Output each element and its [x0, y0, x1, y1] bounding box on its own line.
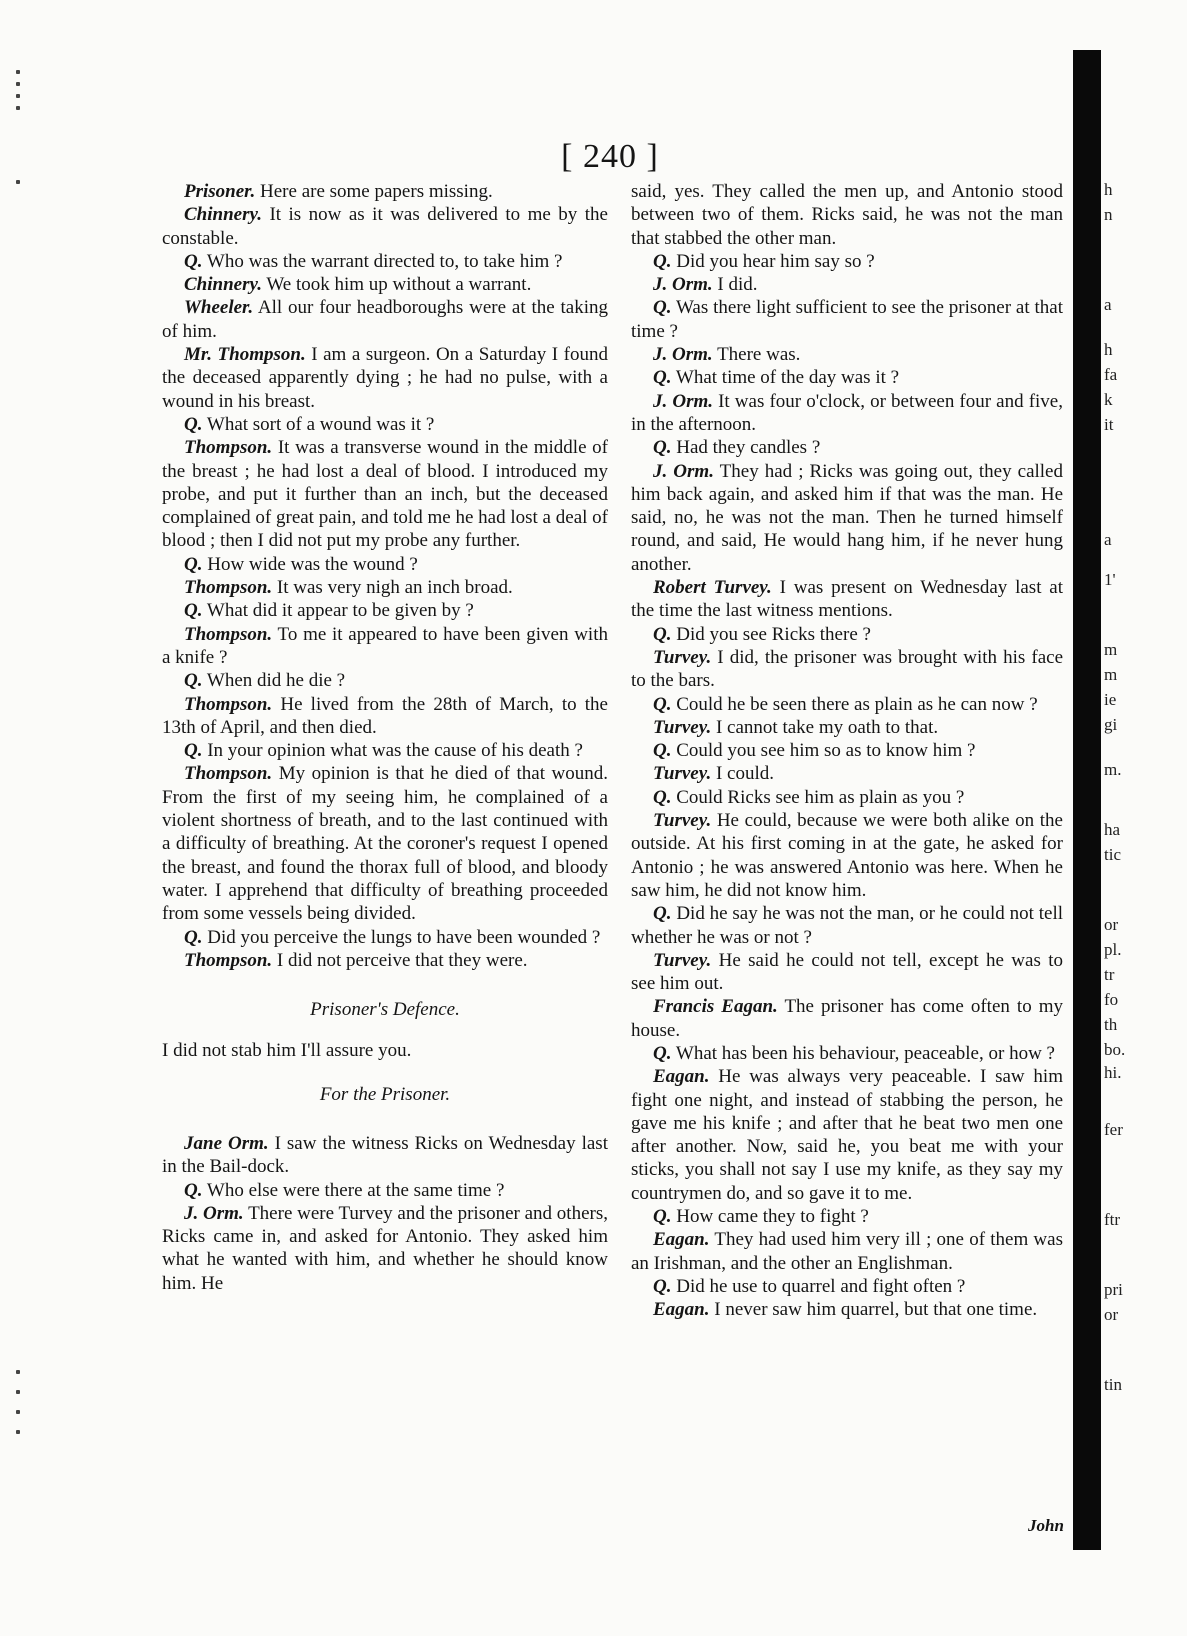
- testimony-paragraph: [631, 786, 1063, 809]
- testimony-text: It is now as it was delivered to me by the constable.: [162, 204, 608, 249]
- testimony-paragraph: [631, 716, 1063, 739]
- testimony-text: How wide was the wound ?: [202, 553, 418, 575]
- testimony-text: I did, the prisoner was brought with his face to the bars.: [631, 646, 1063, 692]
- next-page-fragment: m: [1104, 640, 1118, 659]
- speaker-name: Prisoner.: [184, 181, 256, 202]
- testimony-text: Was there light sufficient to see the prisoner at that time ?: [631, 297, 1063, 342]
- speaker-name: Q.: [653, 693, 672, 715]
- next-page-fragment: or: [1104, 1305, 1119, 1324]
- testimony-text: It was very nigh an inch broad.: [272, 577, 513, 599]
- testimony-paragraph: [162, 739, 608, 762]
- next-page-fragment: a: [1104, 530, 1112, 549]
- speaker-name: J. Orm.: [653, 344, 713, 366]
- testimony-paragraph: [162, 1132, 608, 1179]
- testimony-text: I did not perceive that they were.: [272, 949, 528, 971]
- testimony-text: said, yes. They called the men up, and Antonio stood between two of them. Ricks said, he was not the man that stabbed the other man.: [631, 181, 1063, 249]
- speaker-name: Turvey.: [653, 949, 712, 971]
- testimony-paragraph: [162, 599, 608, 622]
- testimony-paragraph: [631, 180, 1063, 250]
- testimony-text: In your opinion what was the cause of his death ?: [202, 740, 583, 762]
- testimony-text: They had ; Ricks was going out, they called him back again, and asked him if that was the man. He said, no, he was not the man. Then he turned himself round, and said, He would hang him, if he never hung another.: [631, 460, 1063, 575]
- next-page-fragment: bo.: [1104, 1040, 1126, 1059]
- next-page-fragment: m: [1104, 665, 1118, 684]
- testimony-paragraph: [631, 809, 1063, 902]
- testimony-text: He could, because we were both alike on the outside. At his first coming in at the gate, he asked for Antonio ; he was answered Antonio was here. When he saw him, he did not know him.: [631, 810, 1063, 901]
- speaker-name: Q.: [184, 740, 203, 762]
- speaker-name: Q.: [653, 367, 672, 389]
- testimony-paragraph: [631, 693, 1063, 716]
- testimony-text: When did he die ?: [202, 670, 346, 692]
- testimony-paragraph: [162, 693, 608, 740]
- testimony-text: Did he say he was not the man, or he could not tell whether he was or not ?: [631, 903, 1063, 948]
- testimony-paragraph: [162, 623, 608, 670]
- testimony-paragraph: [162, 576, 608, 599]
- testimony-paragraph: [162, 926, 608, 949]
- testimony-text: Did you hear him say so ?: [671, 250, 875, 272]
- next-page-fragment: tic: [1104, 845, 1121, 864]
- testimony-paragraph: [162, 273, 608, 296]
- testimony-paragraph: [162, 250, 608, 273]
- next-page-fragment: a: [1104, 295, 1112, 314]
- speaker-name: Mr. Thompson.: [184, 344, 306, 366]
- next-page-fragment: pri: [1104, 1280, 1123, 1299]
- speaker-name: Thompson.: [184, 763, 273, 785]
- testimony-paragraph: [162, 413, 608, 436]
- next-page-fragment: ie: [1104, 690, 1117, 709]
- speaker-name: Eagan.: [653, 1299, 710, 1321]
- testimony-text: Could Ricks see him as plain as you ?: [671, 786, 965, 808]
- testimony-paragraph: [631, 343, 1063, 366]
- defence-heading: Prisoner's Defence.: [310, 999, 460, 1021]
- for-prisoner-heading: For the Prisoner.: [319, 1083, 451, 1105]
- testimony-paragraph: [631, 1228, 1063, 1275]
- testimony-text: It was a transverse wound in the middle of the breast ; he had lost a deal of blood. I introduced my probe, and put it further than an inch, but the deceased complained of great pain, and told me he had lost a deal of blood ; then I did not put my probe any further.: [162, 437, 608, 552]
- testimony-paragraph: [631, 762, 1063, 785]
- testimony-paragraph: [631, 623, 1063, 646]
- right-column: [631, 180, 1063, 1322]
- testimony-text: Did you perceive the lungs to have been wounded ?: [202, 926, 601, 948]
- speaker-name: Q.: [653, 623, 672, 645]
- testimony-paragraph: [162, 762, 608, 925]
- speaker-name: J. Orm.: [653, 390, 713, 412]
- testimony-paragraph: [162, 180, 608, 203]
- speaker-name: Thompson.: [184, 623, 273, 645]
- catchword: John: [1028, 1516, 1064, 1535]
- speaker-name: Turvey.: [653, 810, 712, 832]
- next-page-fragment: th: [1104, 1015, 1118, 1034]
- next-page-fragment: ha: [1104, 820, 1121, 839]
- testimony-paragraph: [631, 1042, 1063, 1065]
- speaker-name: Q.: [653, 437, 672, 459]
- next-page-fragment: hi.: [1104, 1063, 1122, 1082]
- next-page-fragment: 1': [1104, 570, 1116, 589]
- next-page-fragment: fer: [1104, 1120, 1123, 1139]
- testimony-text: Who was the warrant directed to, to take him ?: [202, 250, 563, 272]
- testimony-text: I did.: [712, 274, 758, 296]
- next-page-edge: [1104, 170, 1187, 1570]
- testimony-text: Had they candles ?: [671, 437, 821, 459]
- left-column: [162, 180, 608, 1295]
- testimony-paragraph: [162, 553, 608, 576]
- testimony-text: He said he could not tell, except he was to see him out.: [631, 949, 1063, 995]
- next-page-fragment: h: [1104, 180, 1113, 199]
- speaker-name: Jane Orm.: [184, 1132, 269, 1154]
- testimony-paragraph: [631, 273, 1063, 296]
- testimony-text: They had used him very ill ; one of them was an Irishman, and the other an Englishman.: [631, 1229, 1063, 1274]
- testimony-text: All our four headboroughs were at the taking of him.: [162, 297, 608, 342]
- next-page-fragment: fa: [1104, 365, 1118, 384]
- speaker-name: Chinnery.: [184, 274, 262, 296]
- testimony-text: I never saw him quarrel, but that one time.: [709, 1299, 1038, 1321]
- speaker-name: Q.: [184, 553, 203, 575]
- testimony-text: What has been his behaviour, peaceable, or how ?: [671, 1042, 1055, 1064]
- page-number: [ 240 ]: [561, 138, 659, 175]
- next-page-fragment: ftr: [1104, 1210, 1121, 1229]
- speaker-name: Thompson.: [184, 577, 273, 599]
- testimony-text: What did it appear to be given by ?: [202, 600, 474, 622]
- testimony-text: He was always very peaceable. I saw him fight one night, and instead of stabbing the person, he gave me his knife ; and after that he beat two men one after another. Now, said he, you beat me with your sticks, you shall not say I use my knife, as they say my countrymen do, and so gave it to me.: [631, 1066, 1063, 1204]
- next-page-fragment: pl.: [1104, 940, 1122, 959]
- testimony-paragraph: [631, 949, 1063, 996]
- testimony-paragraph: [162, 203, 608, 250]
- speaker-name: J. Orm.: [653, 274, 713, 296]
- speaker-name: Robert Turvey.: [653, 577, 772, 599]
- speaker-name: Q.: [653, 903, 672, 925]
- speaker-name: Q.: [184, 600, 203, 622]
- testimony-text: I could.: [711, 763, 775, 785]
- speaker-name: Eagan.: [653, 1229, 710, 1251]
- testimony-text: We took him up without a warrant.: [261, 274, 532, 296]
- testimony-text: Could he be seen there as plain as he can now ?: [671, 693, 1038, 715]
- testimony-paragraph: [631, 902, 1063, 949]
- testimony-paragraph: [631, 366, 1063, 389]
- next-page-fragment: h: [1104, 340, 1113, 359]
- next-page-fragment: m.: [1104, 760, 1122, 779]
- testimony-paragraph: [162, 343, 608, 413]
- testimony-text: There was.: [712, 344, 801, 366]
- speaker-name: Chinnery.: [184, 204, 262, 226]
- speaker-name: Q.: [653, 740, 672, 762]
- speaker-name: J. Orm.: [653, 460, 714, 482]
- testimony-text: What sort of a wound was it ?: [202, 413, 435, 435]
- next-page-fragment: tin: [1104, 1375, 1122, 1394]
- speaker-name: Q.: [184, 670, 203, 692]
- testimony-text: The prisoner has come often to my house.: [631, 996, 1063, 1041]
- speaker-name: Q.: [184, 926, 203, 948]
- speaker-name: Thompson.: [184, 949, 273, 971]
- testimony-paragraph: [631, 646, 1063, 693]
- page-edge-marks: [12, 60, 26, 1460]
- testimony-paragraph: [162, 296, 608, 343]
- testimony-paragraph: [631, 1298, 1063, 1321]
- speaker-name: Q.: [653, 297, 672, 319]
- speaker-name: Q.: [653, 1042, 672, 1064]
- testimony-text: Did you see Ricks there ?: [671, 623, 871, 645]
- defence-statement: I did not stab him I'll assure you.: [162, 1040, 412, 1062]
- testimony-paragraph: [631, 739, 1063, 762]
- speaker-name: Thompson.: [184, 437, 273, 459]
- speaker-name: Q.: [653, 250, 672, 272]
- speaker-name: Turvey.: [653, 716, 712, 738]
- next-page-fragment: it: [1104, 415, 1114, 434]
- speaker-name: Q.: [653, 1275, 672, 1297]
- testimony-paragraph: [162, 436, 608, 552]
- testimony-text: There were Turvey and the prisoner and others, Ricks came in, and asked for Antonio. They asked him what he wanted with him, and whether he should know him. He: [162, 1202, 608, 1294]
- testimony-text: How came they to fight ?: [671, 1206, 869, 1228]
- speaker-name: Turvey.: [653, 763, 712, 785]
- speaker-name: Q.: [653, 786, 672, 808]
- book-spine-shadow: [1073, 50, 1101, 1550]
- testimony-text: What time of the day was it ?: [671, 367, 900, 389]
- testimony-paragraph: [631, 390, 1063, 437]
- testimony-paragraph: [631, 576, 1063, 623]
- testimony-paragraph: [162, 949, 608, 972]
- testimony-paragraph: [631, 436, 1063, 459]
- speaker-name: J. Orm.: [184, 1202, 244, 1224]
- testimony-text: To me it appeared to have been given with a knife ?: [162, 623, 608, 668]
- testimony-paragraph: [162, 1202, 608, 1295]
- testimony-paragraph: [631, 1205, 1063, 1228]
- testimony-text: Here are some papers missing.: [255, 181, 493, 202]
- testimony-text: I am a surgeon. On a Saturday I found the deceased apparently dying ; he had no pulse, with a wound in his breast.: [162, 344, 608, 412]
- next-page-fragment: k: [1104, 390, 1113, 409]
- next-page-fragment: n: [1104, 205, 1113, 224]
- testimony-text: I was present on Wednesday last at the time the last witness mentions.: [631, 577, 1063, 622]
- speaker-name: Turvey.: [653, 646, 712, 668]
- next-page-fragment: tr: [1104, 965, 1115, 984]
- testimony-text: Could you see him so as to know him ?: [671, 740, 976, 762]
- testimony-paragraph: [631, 995, 1063, 1042]
- testimony-paragraph: [631, 1275, 1063, 1298]
- testimony-text: He lived from the 28th of March, to the 13th of April, and then died.: [162, 693, 608, 738]
- testimony-paragraph: [631, 250, 1063, 273]
- next-page-fragment: or: [1104, 915, 1119, 934]
- testimony-text: Who else were there at the same time ?: [202, 1179, 505, 1201]
- testimony-paragraph: [631, 1065, 1063, 1205]
- testimony-text: My opinion is that he died of that wound. From the first of my seeing him, he complained of a violent shortness of breath, and to the last continued with a difficulty of breathing. At the coroner's request I opened the breast, and found the thorax full of blood, and bloody water. I apprehend that difficulty of breathing proceeded from some vessels being divided.: [162, 763, 608, 925]
- next-page-fragment: gi: [1104, 715, 1118, 734]
- speaker-name: Eagan.: [653, 1066, 710, 1088]
- speaker-name: Thompson.: [184, 693, 273, 715]
- testimony-paragraph: [631, 460, 1063, 576]
- speaker-name: Q.: [653, 1206, 672, 1228]
- speaker-name: Wheeler.: [184, 297, 254, 319]
- testimony-text: Did he use to quarrel and fight often ?: [671, 1275, 966, 1297]
- speaker-name: Q.: [184, 1179, 203, 1201]
- testimony-paragraph: [162, 1179, 608, 1202]
- next-page-fragment: fo: [1104, 990, 1119, 1009]
- speaker-name: Q.: [184, 250, 203, 272]
- testimony-paragraph: [631, 296, 1063, 343]
- testimony-text: It was four o'clock, or between four and five, in the afternoon.: [631, 390, 1063, 435]
- speaker-name: Q.: [184, 413, 203, 435]
- speaker-name: Francis Eagan.: [653, 996, 778, 1018]
- testimony-text: I saw the witness Ricks on Wednesday last in the Bail-dock.: [162, 1132, 608, 1178]
- testimony-text: I cannot take my oath to that.: [711, 716, 939, 738]
- testimony-paragraph: [162, 669, 608, 692]
